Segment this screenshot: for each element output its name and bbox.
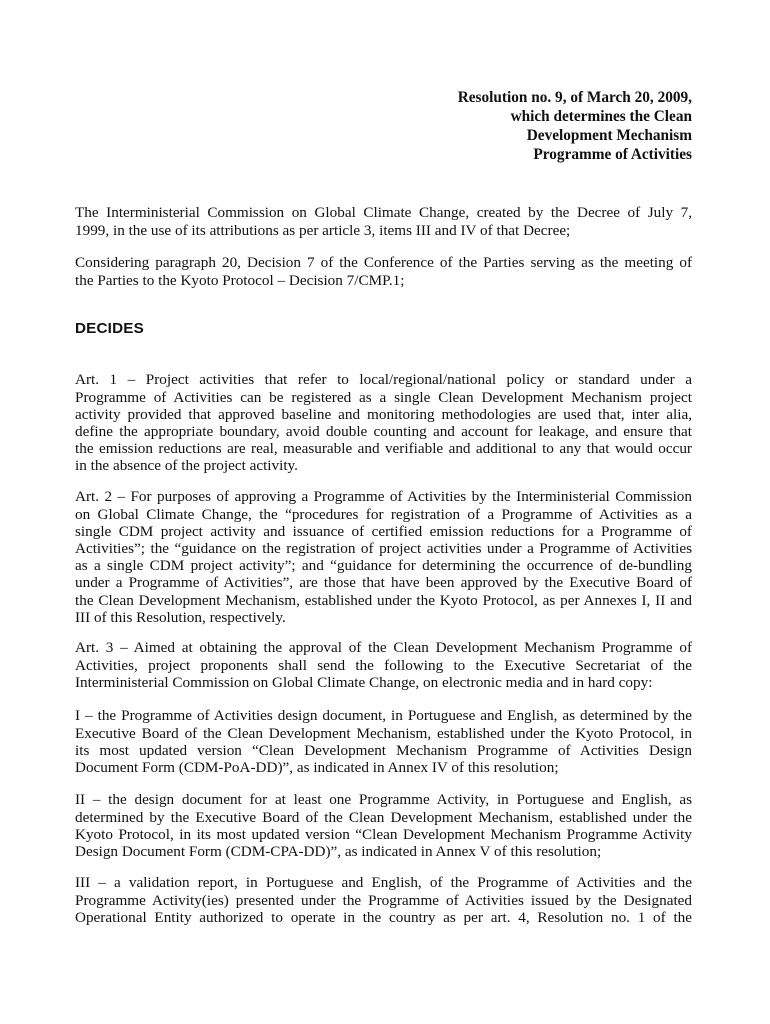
title-line: Programme of Activities	[533, 145, 692, 163]
paragraph-line: III of this Resolution, respectively.	[75, 608, 286, 626]
paragraph-line: Considering paragraph 20, Decision 7 of the Conference of the Parties serving as the meeting of	[75, 254, 692, 272]
title-line: Development Mechanism	[526, 126, 692, 144]
title-line: Resolution no. 9, of March 20, 2009,	[457, 88, 692, 106]
paragraph-line: define the appropriate boundary, avoid double counting and account for leakage, and ensure that	[75, 422, 692, 440]
paragraph-line: Document Form (CDM-PoA-DD)”, as indicated in Annex IV of this resolution;	[75, 758, 559, 776]
paragraph-line: The Interministerial Commission on Global Climate Change, created by the Decree of July 7,	[75, 204, 692, 222]
title-line: which determines the Clean	[510, 107, 692, 125]
paragraph-line: Operational Entity authorized to operate in the country as per art. 4, Resolution no. 1 of the	[75, 908, 692, 926]
resolution-title	[458, 88, 692, 164]
article-3	[75, 639, 692, 691]
paragraph-line: Activities”; the “guidance on the registration of project activities under a Programme of Activities	[75, 539, 692, 557]
paragraph-line: Design Document Form (CDM-CPA-DD)”, as indicated in Annex V of this resolution;	[75, 842, 602, 860]
paragraph-line: Art. 3 – Aimed at obtaining the approval of the Clean Development Mechanism Programme of	[75, 639, 692, 657]
preamble-paragraph-1	[75, 204, 692, 238]
paragraph-line: Executive Board of the Clean Development Mechanism, established under the Kyoto Protocol, in	[75, 724, 692, 742]
paragraph-line: Activities, project proponents shall send the following to the Executive Secretariat of the	[75, 656, 692, 674]
article-1	[75, 371, 692, 474]
article-2	[75, 488, 692, 626]
paragraph-line: Programme Activity(ies) presented under the Programme of Activities issued by the Designated	[75, 891, 692, 909]
paragraph-line: Kyoto Protocol, in its most updated version “Clean Development Mechanism Programme Activity	[75, 825, 692, 843]
paragraph-line: under a Programme of Activities”, are those that have been approved by the Executive Board of	[75, 574, 692, 592]
paragraph-line: the emission reductions are real, measurable and verifiable and additional to any that would occur	[75, 440, 692, 458]
paragraph-line: 1999, in the use of its attributions as per article 3, items III and IV of that Decree;	[75, 221, 571, 239]
paragraph-line: II – the design document for at least one Programme Activity, in Portuguese and English, as	[75, 791, 692, 809]
paragraph-line: III – a validation report, in Portuguese and English, of the Programme of Activities and the	[75, 874, 692, 892]
decides-heading: DECIDES	[75, 320, 144, 337]
item-ii	[75, 791, 692, 860]
paragraph-line: its most updated version “Clean Development Mechanism Programme of Activities Design	[75, 741, 692, 759]
paragraph-line: the Clean Development Mechanism, established under the Kyoto Protocol, as per Annexes I, II and	[75, 591, 692, 609]
paragraph-line: Art. 2 – For purposes of approving a Programme of Activities by the Interministerial Commission	[75, 488, 692, 506]
paragraph-line: the Parties to the Kyoto Protocol – Decision 7/CMP.1;	[75, 271, 405, 289]
paragraph-line: on Global Climate Change, the “procedures for registration of a Programme of Activities as a	[75, 505, 692, 523]
paragraph-line: Programme of Activities can be registered as a single Clean Development Mechanism project	[75, 388, 692, 406]
item-i	[75, 707, 692, 776]
paragraph-line: as a single CDM project activity”; and “guidance for determining the occurrence of de-bundling	[75, 557, 692, 575]
paragraph-line: determined by the Executive Board of the Clean Development Mechanism, established under the	[75, 808, 692, 826]
paragraph-line: in the absence of the project activity.	[75, 457, 298, 475]
paragraph-line: I – the Programme of Activities design document, in Portuguese and English, as determined by the	[75, 707, 692, 725]
paragraph-line: single CDM project activity and issuance of certified emission reductions for a Programme of	[75, 522, 692, 540]
paragraph-line: Interministerial Commission on Global Climate Change, on electronic media and in hard copy:	[75, 673, 653, 691]
paragraph-line: activity provided that approved baseline and monitoring methodologies are used that, inter alia,	[75, 405, 692, 423]
preamble-paragraph-2	[75, 254, 692, 288]
item-iii	[75, 874, 692, 926]
paragraph-line: Art. 1 – Project activities that refer to local/regional/national policy or standard under a	[75, 371, 692, 389]
